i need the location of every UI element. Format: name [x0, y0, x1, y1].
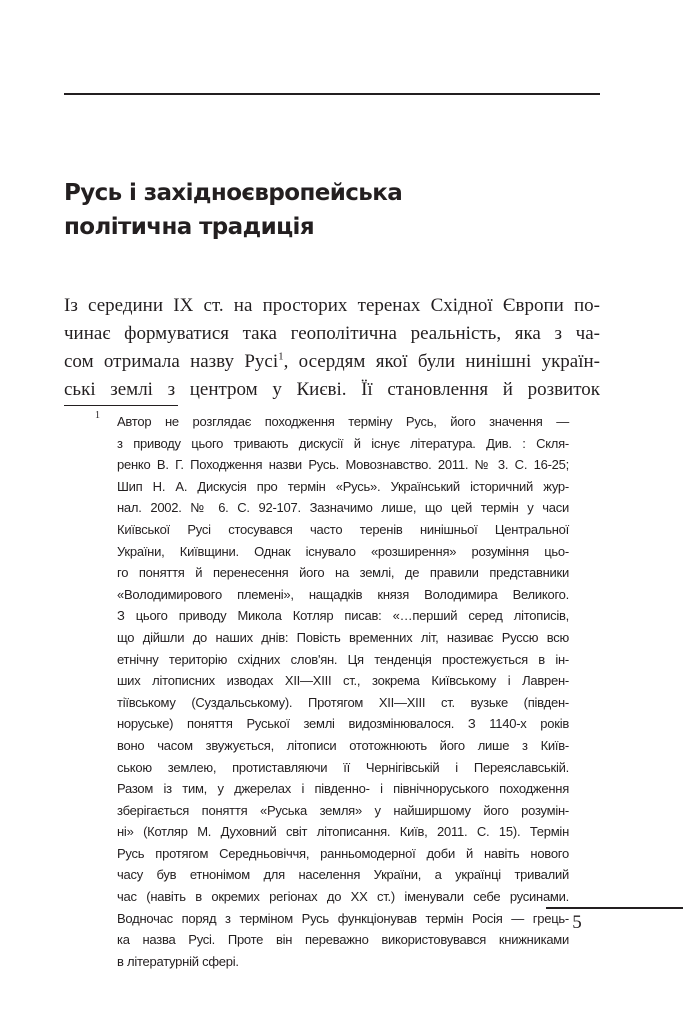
body-text-fragment: , осердям якої були нинішні україн-	[283, 351, 601, 372]
body-line: ські землі з центром у Києві. Її становлення й розвиток	[64, 379, 600, 400]
footnote-line: Разом із тим, у джерелах і південно- і північноруського походження	[117, 781, 569, 797]
footnote-line: «Володимирового племені», нащадків князя Володимира Великого.	[117, 586, 569, 602]
footnote-separator	[64, 405, 178, 406]
footnote-line: Автор не розглядає походження терміну Русь, його значення —	[117, 414, 569, 429]
footnote-line: ською землею, протиставляючи її Чернігівській і Переяславській.	[117, 759, 569, 775]
footnote-line: Київської Русі стосувався часто теренів нинішньої Центральної	[117, 521, 569, 537]
body-line: Із середини IX ст. на просторих теренах Східної Європи по-	[64, 295, 600, 316]
footnote-line: ших літописних изводах XII—XIII ст., зокрема Київському і Лаврен-	[117, 673, 569, 689]
footnote-line: Русь протягом Середньовіччя, ранньомодерної доби й навіть нового	[117, 845, 569, 861]
header-rule	[64, 93, 600, 95]
chapter-title	[64, 176, 604, 244]
footnote-line: З цього приводу Микола Котляр писав: «…перший серед літописів,	[117, 608, 569, 624]
footnote-line: з приводу цього тривають дискусії й існує література. Див. : Скля-	[117, 435, 569, 451]
footnote-reference: 1	[278, 350, 284, 363]
footnote-line: воно часом звужується, літописи ототожнюють його лише з Київ-	[117, 737, 569, 753]
footnote-line: го поняття й перенесення його на землі, де правили представники	[117, 565, 569, 581]
chapter-title-line: політична традиція	[64, 214, 314, 240]
footnote-line: зберігається поняття «Руська земля» у найширшому його розумін-	[117, 802, 569, 818]
footnote-line: часу був етнонімом для населення України, а українці тривалий	[117, 867, 569, 883]
footnote-line: час (навіть в окремих регіонах до XX ст.) іменували себе русинами.	[117, 889, 569, 905]
body-text-fragment: сом отримала назву Русі	[64, 351, 279, 372]
footnote-line: тіївському (Суздальському). Протягом XII—XIII ст. вузьке (півден-	[117, 694, 569, 710]
footer-rule	[546, 907, 683, 909]
footnote-line: норуське) поняття Руської землі видозмінювалося. З 1140-х років	[117, 716, 569, 732]
body-line: чинає формуватися така геополітична реальність, яка з ча-	[64, 323, 600, 344]
footnote-line: етнічну територію східних слов'ян. Ця тенденція простежується в ін-	[117, 651, 569, 667]
footnote-line: в літературній сфері.	[117, 953, 239, 969]
footnote-line: ні» (Котляр М. Духовний світ літописання. Київ, 2011. С. 15). Термін	[117, 824, 569, 840]
footnote-line: що дійшли до наших днів: Повість временних літ, називає Руссю всю	[117, 629, 569, 645]
body-line	[64, 348, 600, 376]
footnote-line: ренко В. Г. Походження назви Русь. Мовознавство. 2011. № 3. С. 16-25;	[117, 457, 569, 473]
chapter-title-line: Русь і західноєвропейська	[64, 180, 403, 206]
body-paragraph	[64, 292, 600, 404]
footnote-marker: 1	[95, 410, 100, 421]
footnote-line: ка назва Русі. Проте він переважно використовувався книжниками	[117, 932, 569, 948]
page-number: 5	[572, 912, 582, 933]
footnote-line: Водночас поряд з терміном Русь функціонував термін Росія — грець-	[117, 910, 569, 926]
footnote-line: нал. 2002. № 6. С. 92-107. Зазначимо лише, що цей термін у часи	[117, 500, 569, 516]
footnote-text	[117, 411, 569, 972]
footnote-line: України, Київщини. Однак існувало «розширення» розуміння цьо-	[117, 543, 569, 559]
footnote-line: Шип Н. А. Дискусія про термін «Русь». Український історичний жур-	[117, 478, 569, 494]
